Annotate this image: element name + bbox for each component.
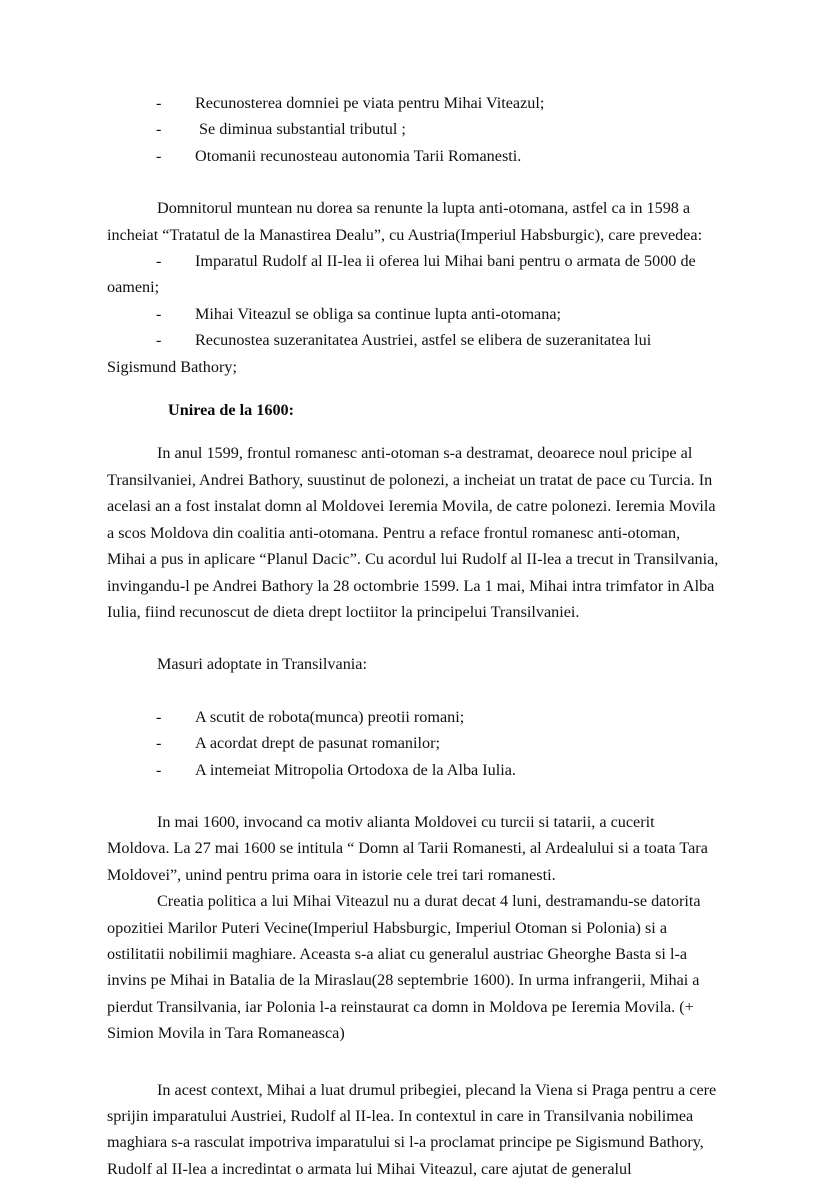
- paragraph-dealu-treaty: Domnitorul muntean nu dorea sa renunte la lupta anti-otomana, astfel ca in 1598 a incheiat “Tratatul de la Manastirea Dealu”, cu Austria(Imperiul Habsburgic), care prevedea:: [107, 199, 703, 244]
- list-item: [107, 730, 721, 756]
- dash-marker-icon: -: [156, 120, 162, 139]
- dash-marker-icon: -: [156, 304, 162, 323]
- dealu-treaty-terms-list: [107, 248, 721, 380]
- dash-marker-icon: -: [156, 146, 162, 165]
- dash-marker-icon: -: [156, 94, 162, 112]
- list-item: [107, 704, 721, 730]
- document-body: [107, 90, 721, 1182]
- list-item-text: Recunostea suzeranitatea Austriei, astfel se elibera de suzeranitatea lui Sigismund Bathory;: [107, 331, 652, 376]
- dash-marker-icon: -: [156, 331, 162, 350]
- dash-marker-icon: -: [156, 252, 162, 271]
- spacer: [107, 423, 721, 440]
- list-item-text: Recunosterea domniei pe viata pentru Mihai Viteazul;: [195, 94, 545, 112]
- paragraph-1599-front: In anul 1599, frontul romanesc anti-otoman s-a destramat, deoarece noul pricipe al Transilvaniei, Andrei Bathory, suustinut de polonezi, a incheiat un tratat de pace cu Turcia. In acelasi an a fost instalat domn al Moldovei Ieremia Movila, de catre polonezi. Ieremia Movila a scos Moldova din coalitia anti-otomana. Pentru a reface frontul romanesc anti-otoman, Mihai a pus in aplicare “Planul Dacic”. Cu acordul lui Rudolf al II-lea a trecut in Transilvania, invingandu-l pe Andrei Bathory la 28 octombrie 1599. La 1 mai, Mihai intra trimfator in Alba Iulia, fiind recunoscut de dieta drept loctiitor la principelui Transilvaniei.: [107, 444, 719, 621]
- list-item: [107, 248, 721, 301]
- paragraph-masuri-intro: Masuri adoptate in Transilvania:: [157, 655, 367, 674]
- paragraph-creatia-politica: Creatia politica a lui Mihai Viteazul nu a durat decat 4 luni, destramandu-se datorita opozitiei Marilor Puteri Vecine(Imperiul Habsburgic, Imperiul Otoman si Polonia) si a ostilitatii nobilimii maghiare. Aceasta s-a aliat cu generalul austriac Gheorghe Basta si l-a invins pe Mihai in Batalia de la Miraslau(28 septembrie 1600). In urma infrangerii, Mihai a pierdut Transilvania, iar Polonia l-a reinstaurat ca domn in Moldova pe Ieremia Movila. (+ Simion Movila in Tara Romaneasca): [107, 892, 701, 1043]
- list-item-text: Mihai Viteazul se obliga sa continue lupta anti-otomana;: [195, 304, 561, 323]
- dash-marker-icon: -: [156, 734, 162, 753]
- spacer: [107, 169, 721, 195]
- spacer: [107, 625, 721, 651]
- paragraph-mai-1600: In mai 1600, invocand ca motiv alianta Moldovei cu turcii si tatarii, a cucerit Moldova. La 27 mai 1600 se intitula “ Domn al Tarii Romanesti, al Ardealului si a toata Tara Moldovei”, unind pentru prima oara in istorie cele trei tari romanesti.: [107, 812, 708, 884]
- list-item: [107, 116, 721, 142]
- list-item-text: A acordat drept de pasunat romanilor;: [195, 734, 440, 753]
- list-item-text: Otomanii recunosteau autonomia Tarii Romanesti.: [195, 146, 522, 165]
- masuri-list: [107, 704, 721, 783]
- spacer: [107, 380, 721, 397]
- list-item-text: A intemeiat Mitropolia Ortodoxa de la Alba Iulia.: [195, 760, 516, 779]
- spacer: [107, 783, 721, 809]
- spacer: [107, 678, 721, 704]
- treaty-terms-list: [107, 90, 721, 169]
- spacer: [107, 1047, 721, 1077]
- paragraph-pribegie: In acest context, Mihai a luat drumul pribegiei, plecand la Viena si Praga pentru a cere sprijin imparatului Austriei, Rudolf al II-lea. In contextul in care in Transilvania nobilimea maghiara s-a rasculat impotriva imparatului si l-a proclamat principe pe Sigismund Bathory, Rudolf al II-lea a incredintat o armata lui Mihai Viteazul, care ajutat de generalul: [107, 1080, 717, 1178]
- heading-unirea-1600: Unirea de la 1600:: [168, 401, 295, 420]
- list-item-text: A scutit de robota(munca) preotii romani;: [195, 707, 465, 726]
- list-item: [107, 143, 721, 169]
- dash-marker-icon: -: [156, 707, 162, 726]
- list-item: [107, 327, 721, 380]
- list-item-text: Imparatul Rudolf al II-lea ii oferea lui Mihai bani pentru o armata de 5000 de oameni;: [107, 252, 696, 297]
- list-item: [107, 301, 721, 327]
- dash-marker-icon: -: [156, 760, 162, 779]
- list-item: [107, 90, 721, 116]
- list-item-text: Se diminua substantial tributul ;: [195, 120, 406, 139]
- list-item: [107, 757, 721, 783]
